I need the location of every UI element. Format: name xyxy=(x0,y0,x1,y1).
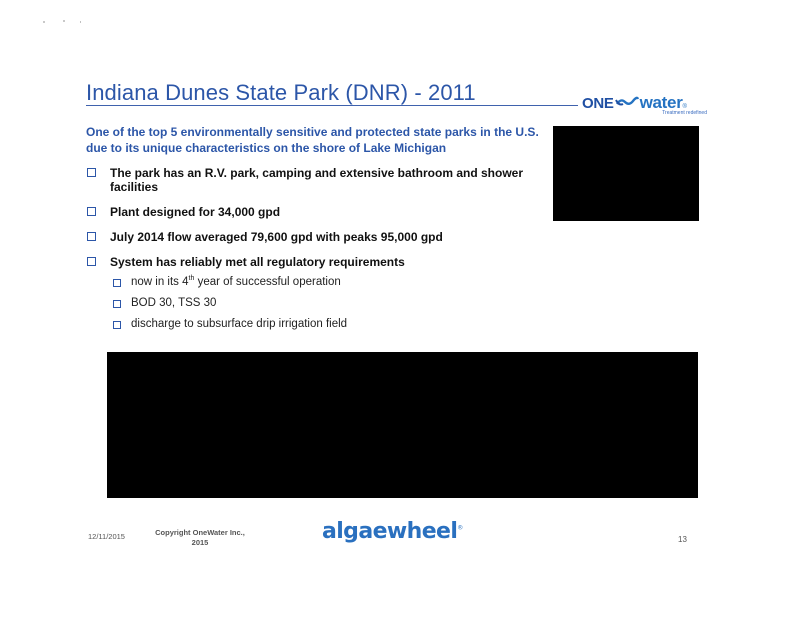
hollow-square-bullet-icon xyxy=(113,279,121,287)
bullet-text: The park has an R.V. park, camping and extensive bathroom and shower facilities xyxy=(110,166,524,194)
slide-title: Indiana Dunes State Park (DNR) - 2011 xyxy=(86,80,476,105)
bullet-text: Plant designed for 34,000 gpd xyxy=(110,205,281,219)
sub-bullet-text: discharge to subsurface drip irrigation field xyxy=(131,318,348,330)
onewater-logo-water: water xyxy=(639,93,683,112)
bullet-item xyxy=(86,166,536,194)
redacted-image-bottom xyxy=(107,352,698,498)
scan-speck xyxy=(80,21,81,23)
bullet-text: July 2014 flow averaged 79,600 gpd with peaks 95,000 gpd xyxy=(110,230,443,244)
title-underline xyxy=(86,105,578,106)
sub-bullet-list xyxy=(110,276,536,331)
onewater-logo-tagline: Treatment redefined xyxy=(662,110,707,116)
redacted-image-top xyxy=(553,126,699,221)
sub-bullet-text-prefix: now in its 4 xyxy=(131,276,189,288)
ordinal-superscript: th xyxy=(188,275,195,283)
hollow-square-bullet-icon xyxy=(113,300,121,308)
hollow-square-bullet-icon xyxy=(87,232,96,241)
onewater-logo-one: ONE xyxy=(582,95,614,112)
scan-speck xyxy=(43,21,45,23)
wave-logo-icon xyxy=(615,96,639,108)
onewater-logo-mark: ® xyxy=(682,104,687,110)
copyright-line-2: 2015 xyxy=(191,538,209,547)
hollow-square-bullet-icon xyxy=(87,168,96,177)
copyright-line-1: Copyright OneWater Inc., xyxy=(155,528,245,537)
footer-copyright xyxy=(150,528,250,548)
sub-bullet-text-suffix: year of successful operation xyxy=(194,276,341,288)
bullet-list xyxy=(86,166,536,342)
sub-bullet-text: BOD 30, TSS 30 xyxy=(131,297,217,309)
algaewheel-logo-name: algaewheel xyxy=(322,519,458,544)
footer-date: 12/11/2015 xyxy=(88,532,125,541)
sub-bullet-item xyxy=(110,318,536,331)
sub-bullet-item xyxy=(110,276,536,289)
bullet-text: System has reliably met all regulatory requirements xyxy=(110,255,405,269)
bullet-item xyxy=(86,205,536,219)
bullet-item xyxy=(86,230,536,244)
sub-bullet-item xyxy=(110,297,536,310)
algaewheel-logo xyxy=(322,519,463,549)
page-number: 13 xyxy=(678,535,687,544)
onewater-logo xyxy=(582,93,707,123)
bullet-item xyxy=(86,255,536,331)
algaewheel-logo-mark: ® xyxy=(457,524,463,532)
scan-speck xyxy=(63,20,65,22)
hollow-square-bullet-icon xyxy=(113,321,121,329)
hollow-square-bullet-icon xyxy=(87,207,96,216)
intro-text: One of the top 5 environmentally sensitive and protected state parks in the U.S. due to its unique characteristics on the shore of Lake Michigan xyxy=(86,125,539,155)
hollow-square-bullet-icon xyxy=(87,257,96,266)
